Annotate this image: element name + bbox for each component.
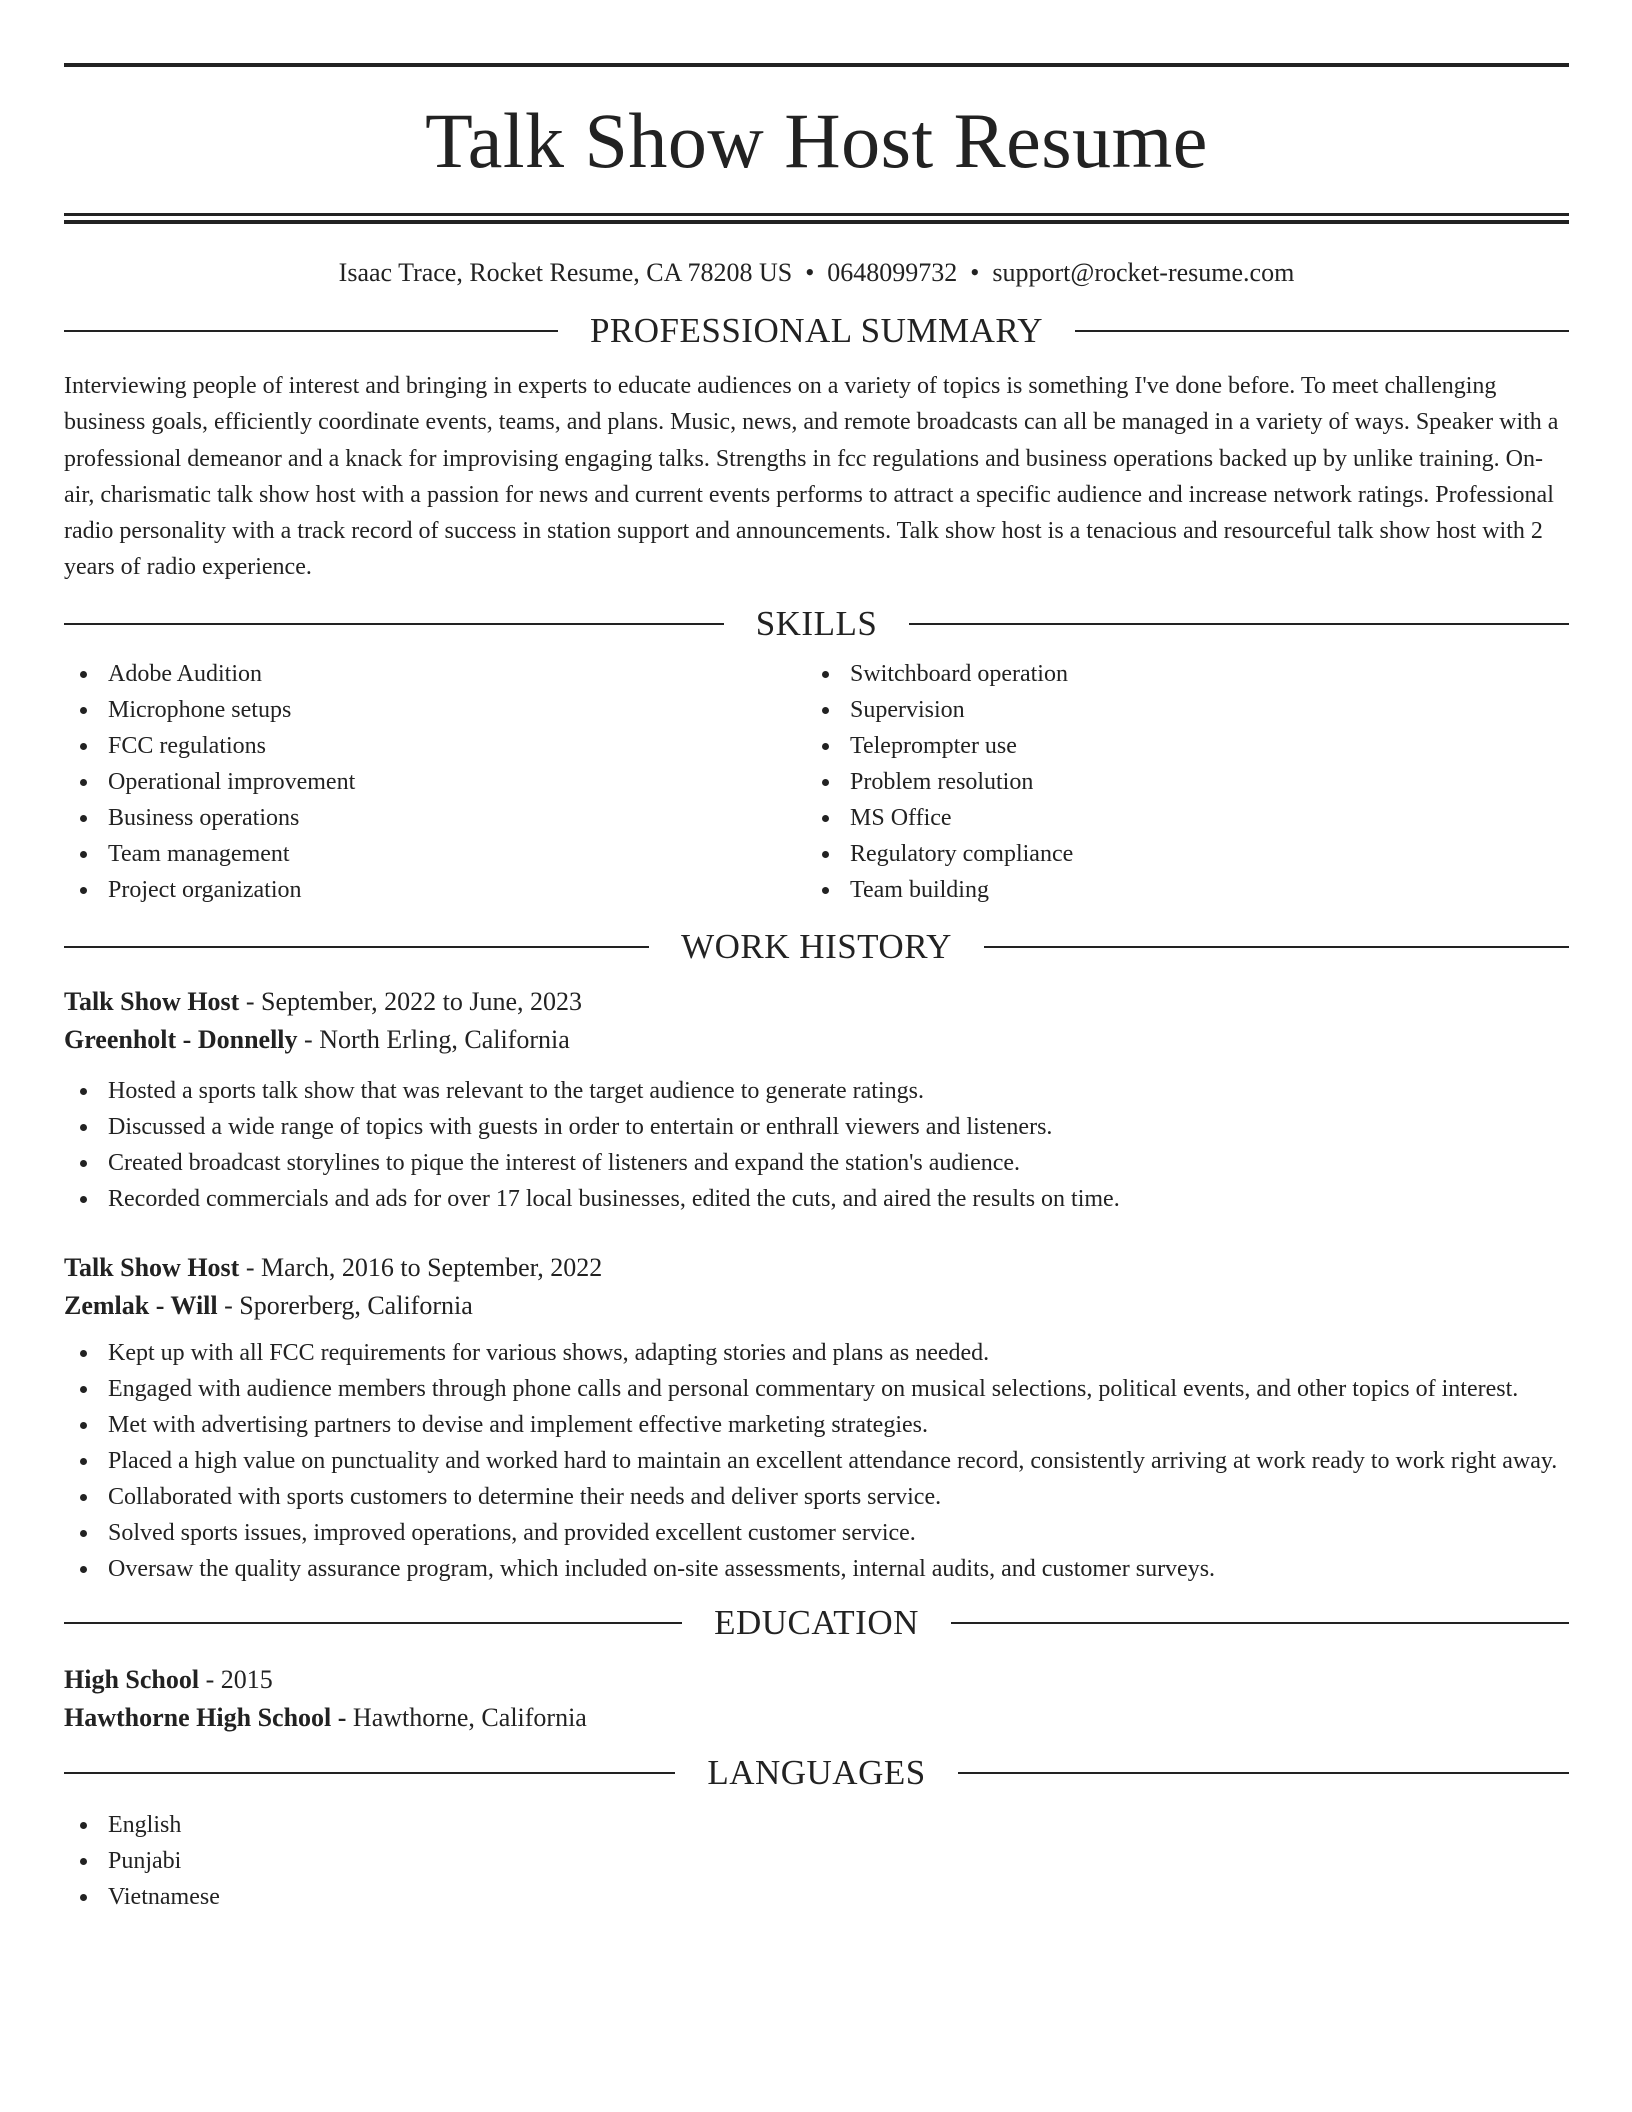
skill-item: MS Office	[806, 800, 1548, 836]
job-employer-line: Greenholt - Donnelly - North Erling, California	[64, 1024, 570, 1054]
skill-item: Adobe Audition	[64, 656, 806, 692]
heading-rule-right	[951, 1622, 1569, 1624]
skills-heading	[64, 602, 1569, 646]
skill-item: Team management	[64, 836, 806, 872]
job-entry	[64, 1249, 1569, 1587]
job-title: Talk Show Host	[64, 986, 240, 1016]
heading-rule-right	[958, 1772, 1569, 1774]
job-entry	[64, 983, 1569, 1217]
heading-rule-left	[64, 1772, 675, 1774]
skills-column-left	[64, 656, 806, 908]
education-entry	[64, 1661, 1569, 1737]
skill-item: Problem resolution	[806, 764, 1548, 800]
contact-address: Isaac Trace, Rocket Resume, CA 78208 US	[338, 258, 793, 287]
job-duty: Created broadcast storylines to pique the interest of listeners and expand the station's audience.	[64, 1145, 1569, 1181]
job-dates: March, 2016 to September, 2022	[261, 1252, 603, 1282]
job-duty: Kept up with all FCC requirements for various shows, adapting stories and plans as needed.	[64, 1335, 1569, 1371]
skill-item: Team building	[806, 872, 1548, 908]
skill-item: Operational improvement	[64, 764, 806, 800]
skills-column-right	[806, 656, 1548, 908]
skill-item: Microphone setups	[64, 692, 806, 728]
language-item: Vietnamese	[64, 1879, 1569, 1915]
summary-text: Interviewing people of interest and bringing in experts to educate audiences on a variety of topics is something I've done before. To meet challenging business goals, efficiently coordinate events, teams, and plans. Music, news, and remote broadcasts can all be managed in a variety of ways. Speaker with a professional demeanor and a knack for improvising engaging talks. Strengths in fcc regulations and business operations backed up by unlike training. On-air, charismatic talk show host with a passion for news and current events performs to attract a specific audience and increase network ratings. Professional radio personality with a track record of success in station support and announcements. Talk show host is a tenacious and resourceful talk show host with 2 years of radio experience.	[64, 373, 1559, 581]
languages-heading	[64, 1751, 1569, 1795]
languages-heading-label: LANGUAGES	[707, 1752, 926, 1792]
job-employer: Greenholt - Donnelly	[64, 1024, 298, 1054]
top-rule	[64, 63, 1569, 67]
education-location: Hawthorne, California	[352, 1702, 587, 1732]
heading-rule-right	[984, 946, 1569, 948]
skills-heading-label: SKILLS	[755, 603, 878, 643]
skill-item: Regulatory compliance	[806, 836, 1548, 872]
education-school: Hawthorne High School	[64, 1702, 332, 1732]
job-duty: Oversaw the quality assurance program, which included on-site assessments, internal audits, and customer surveys.	[64, 1551, 1569, 1587]
contact-separator: •	[805, 258, 815, 287]
contact-phone: 0648099732	[827, 258, 958, 287]
job-employer-line: Zemlak - Will - Sporerberg, California	[64, 1290, 473, 1320]
work-history-heading-label: WORK HISTORY	[681, 926, 952, 966]
job-duties	[64, 1073, 1569, 1217]
job-location: Sporerberg, California	[239, 1290, 473, 1320]
contact-email: support@rocket-resume.com	[992, 258, 1295, 287]
language-item: Punjabi	[64, 1843, 1569, 1879]
heading-rule-right	[909, 623, 1569, 625]
job-duty: Collaborated with sports customers to determine their needs and deliver sports service.	[64, 1479, 1569, 1515]
skill-item: Supervision	[806, 692, 1548, 728]
job-dates: September, 2022 to June, 2023	[261, 986, 583, 1016]
job-duties	[64, 1335, 1569, 1587]
job-title-line: Talk Show Host - March, 2016 to September, 2022	[64, 1252, 603, 1282]
summary-heading-label: PROFESSIONAL SUMMARY	[589, 311, 1044, 350]
job-duty: Recorded commercials and ads for over 17 local businesses, edited the cuts, and aired the results on time.	[64, 1181, 1569, 1217]
skill-item: FCC regulations	[64, 728, 806, 764]
education-degree: High School	[64, 1664, 200, 1694]
resume-title: Talk Show Host Resume	[425, 97, 1208, 184]
job-duty: Engaged with audience members through phone calls and personal commentary on musical selections, political events, and other topics of interest.	[64, 1371, 1569, 1407]
education-heading	[64, 1601, 1569, 1645]
job-employer: Zemlak - Will	[64, 1290, 218, 1320]
skills-list	[64, 656, 1569, 908]
heading-rule-left	[64, 330, 558, 332]
job-duty: Discussed a wide range of topics with guests in order to entertain or enthrall viewers and listeners.	[64, 1109, 1569, 1145]
job-title-line: Talk Show Host - September, 2022 to June, 2023	[64, 986, 583, 1016]
job-duty: Solved sports issues, improved operations, and provided excellent customer service.	[64, 1515, 1569, 1551]
heading-rule-left	[64, 946, 649, 948]
skill-item: Teleprompter use	[806, 728, 1548, 764]
skill-item: Switchboard operation	[806, 656, 1548, 692]
skill-item: Business operations	[64, 800, 806, 836]
job-title: Talk Show Host	[64, 1252, 240, 1282]
heading-rule-right	[1075, 330, 1569, 332]
education-school-line: Hawthorne High School - Hawthorne, California	[64, 1702, 587, 1732]
education-heading-label: EDUCATION	[714, 1602, 919, 1642]
education-year: 2015	[220, 1664, 273, 1694]
education-degree-line: High School - 2015	[64, 1664, 273, 1694]
heading-rule-left	[64, 623, 724, 625]
resume-page	[64, 0, 1569, 1915]
job-duty: Placed a high value on punctuality and worked hard to maintain an excellent attendance record, consistently arriving at work ready to work right away.	[64, 1443, 1569, 1479]
languages-list	[64, 1807, 1569, 1915]
language-item: English	[64, 1807, 1569, 1843]
heading-rule-left	[64, 1622, 682, 1624]
contact-separator: •	[970, 258, 980, 287]
title-double-rule	[64, 213, 1569, 224]
skill-item: Project organization	[64, 872, 806, 908]
job-duty: Met with advertising partners to devise and implement effective marketing strategies.	[64, 1407, 1569, 1443]
job-location: North Erling, California	[319, 1024, 570, 1054]
job-duty: Hosted a sports talk show that was relevant to the target audience to generate ratings.	[64, 1073, 1569, 1109]
work-history-heading	[64, 925, 1569, 969]
summary-heading	[64, 309, 1569, 353]
contact-line	[64, 257, 1569, 289]
